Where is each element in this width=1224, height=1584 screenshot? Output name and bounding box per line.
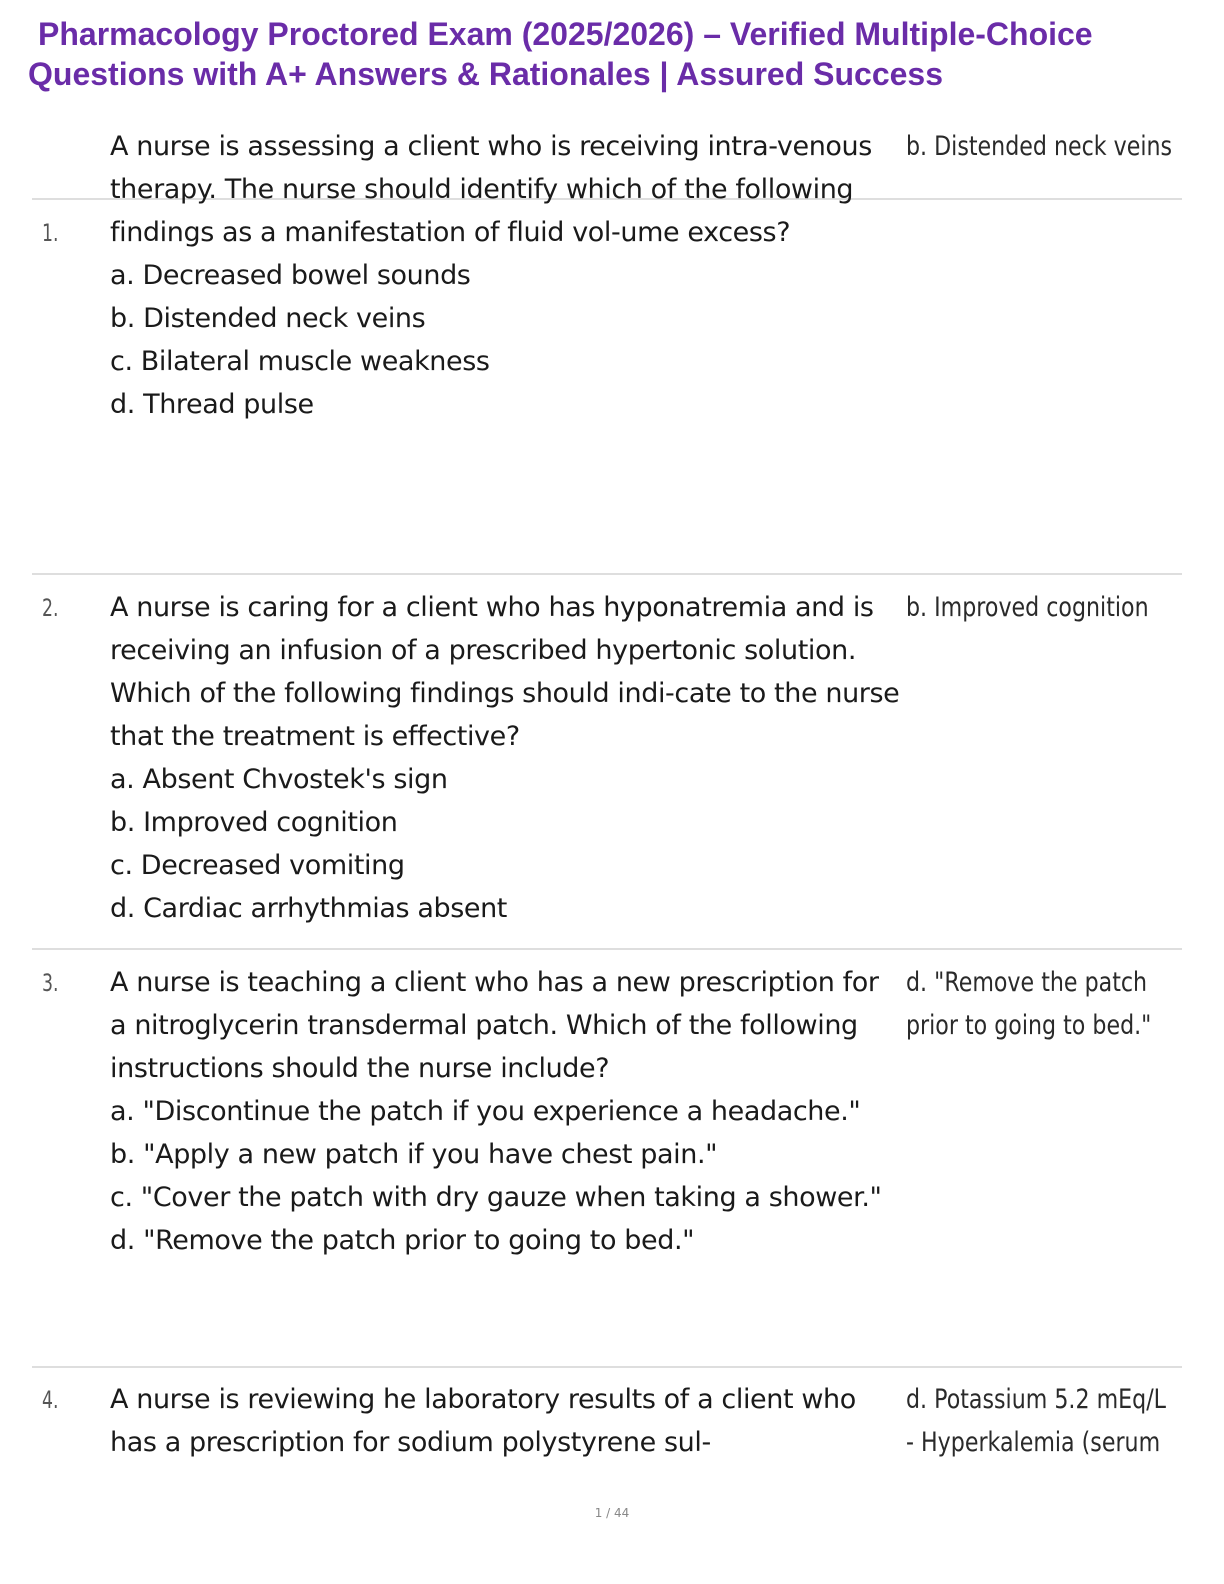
answer: b. Improved cognition: [906, 592, 1149, 623]
question-3: [110, 961, 900, 1262]
answer: d. Potassium 5.2 mEq/L - Hyperkalemia (serum: [906, 1384, 1167, 1458]
row-divider: [32, 948, 1182, 950]
title-line-1: Pharmacology Proctored Exam (2025/2026) – Verified Multiple-Choice: [38, 16, 1093, 52]
option-d: d. Cardiac arrhythmias absent: [110, 893, 507, 924]
option-c: c. Decreased vomiting: [110, 850, 405, 881]
question-stem: A nurse is caring for a client who has hyponatremia and is receiving an infusion of a prescribed hypertonic solution. Which of the following findings should indi-cate to the nurse that the treatment is effective?: [110, 592, 900, 752]
option-a: a. Decreased bowel sounds: [110, 260, 471, 291]
option-c: c. "Cover the patch with dry gauze when taking a shower.": [110, 1182, 882, 1213]
question-stem: A nurse is assessing a client who is receiving intra-venous therapy. The nurse should identify which of the following findings as a manifestation of fluid vol-ume excess?: [110, 131, 872, 248]
answer: d. "Remove the patch prior to going to bed.": [906, 967, 1152, 1041]
row-divider: [32, 573, 1182, 575]
option-a: a. Absent Chvostek's sign: [110, 764, 448, 795]
answer: b. Distended neck veins: [906, 131, 1173, 162]
question-1: [110, 125, 900, 426]
question-number: 1.: [42, 219, 59, 247]
question-number: 3.: [42, 969, 59, 997]
title-line-2: Questions with A+ Answers & Rationales | Assured Success: [28, 56, 944, 92]
question-4: [110, 1378, 900, 1464]
option-b: b. Improved cognition: [110, 807, 398, 838]
option-d: d. Thread pulse: [110, 389, 314, 420]
row-divider: [32, 1366, 1182, 1368]
option-b: b. "Apply a new patch if you have chest pain.": [110, 1139, 718, 1170]
question-number: 2.: [42, 594, 59, 622]
option-b: b. Distended neck veins: [110, 303, 426, 334]
question-stem: A nurse is teaching a client who has a new prescription for a nitroglycerin transdermal patch. Which of the following instructions should the nurse include?: [110, 967, 879, 1084]
document-title: [28, 14, 1218, 94]
page-indicator: 1 / 44: [594, 1506, 630, 1520]
option-a: a. "Discontinue the patch if you experience a headache.": [110, 1096, 861, 1127]
question-stem: A nurse is reviewing he laboratory results of a client who has a prescription for sodium polystyrene sul-: [110, 1384, 856, 1458]
question-2: [110, 586, 900, 930]
option-d: d. "Remove the patch prior to going to bed.": [110, 1225, 695, 1256]
option-c: c. Bilateral muscle weakness: [110, 346, 490, 377]
question-number: 4.: [42, 1386, 59, 1414]
